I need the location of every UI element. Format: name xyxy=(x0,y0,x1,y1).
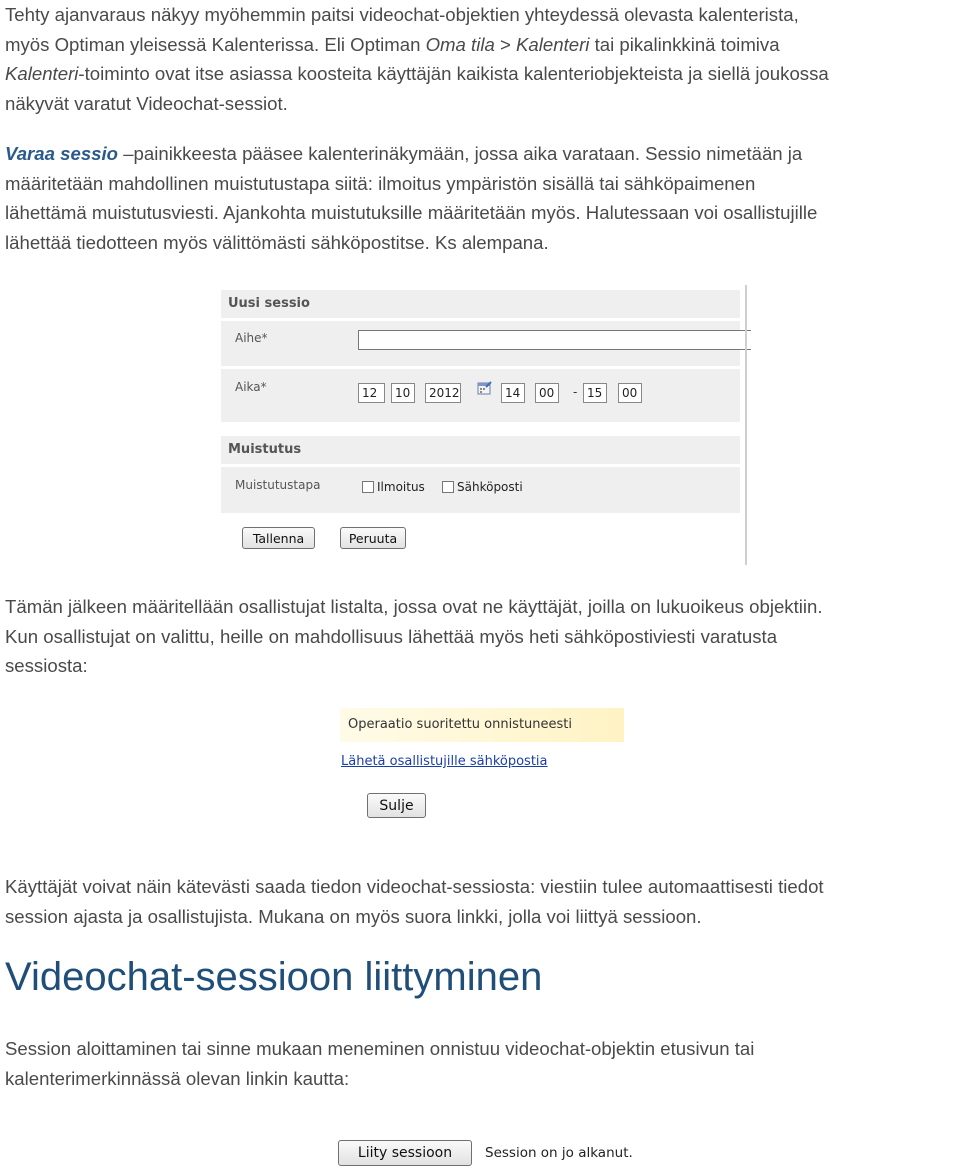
subject-input[interactable] xyxy=(358,330,751,350)
booking-paragraph xyxy=(5,139,957,257)
participants-line-3: sessiosta: xyxy=(5,655,88,676)
join-line-2: kalenterimerkinnässä olevan linkin kautta: xyxy=(5,1067,350,1089)
section-heading: Videochat-sessioon liittyminen xyxy=(5,955,543,999)
booking-line-4: lähettää tiedotteen myös välittömästi sähköpostitse. Ks alempana. xyxy=(5,231,549,253)
booking-line-2: määritetään mahdollinen muistutustapa siitä: ilmoitus ympäristön sisällä tai sähköpaimenen xyxy=(5,172,756,194)
year-input[interactable]: 2012 xyxy=(425,383,461,403)
close-button[interactable]: Sulje xyxy=(367,793,426,818)
calendar-icon[interactable] xyxy=(477,381,492,395)
intro-line-3: Kalenteri-toiminto ovat itse asiassa koosteita käyttäjän kaikista kalenteriobjekteista ja siellä joukossa xyxy=(5,63,829,84)
join-paragraph xyxy=(5,1034,957,1093)
participants-line-2: Kun osallistujat on valittu, heille on mahdollisuus lähettää myös heti sähköpostiviesti varatusta xyxy=(5,625,778,647)
join-session-screenshot xyxy=(337,1138,637,1168)
section-title-new-session: Uusi sessio xyxy=(221,290,740,318)
send-email-link[interactable]: Lähetä osallistujille sähköpostia xyxy=(341,754,548,769)
intro-line-1: Tehty ajanvaraus näkyy myöhemmin paitsi videochat-objektien yhteydessä olevasta kalenterista, xyxy=(5,4,799,25)
day-input[interactable]: 12 xyxy=(358,383,385,403)
start-minute-input[interactable]: 00 xyxy=(535,383,559,403)
join-session-button[interactable]: Liity sessioon xyxy=(338,1140,472,1166)
end-hour-input[interactable]: 15 xyxy=(583,383,607,403)
end-minute-input[interactable]: 00 xyxy=(618,383,642,403)
intro-paragraph xyxy=(5,0,957,118)
info-line-1: Käyttäjät voivat näin kätevästi saada tiedon videochat-sessiosta: viestiin tulee automaattisesti tiedot xyxy=(5,876,824,897)
time-range-dash: - xyxy=(573,385,578,399)
cancel-button[interactable]: Peruuta xyxy=(340,527,406,549)
participants-line-1: Tämän jälkeen määritellään osallistujat listalta, jossa ovat ne käyttäjät, joilla on lukuoikeus objektiin. xyxy=(5,596,823,617)
month-input[interactable]: 10 xyxy=(391,383,415,403)
info-line-2: session ajasta ja osallistujista. Mukana on myös suora linkki, jolla voi liittyä sessioon. xyxy=(5,905,702,927)
join-line-1: Session aloittaminen tai sinne mukaan meneminen onnistuu videochat-objektin etusivun tai xyxy=(5,1038,755,1059)
intro-line-2: myös Optiman yleisessä Kalenterissa. Eli Optiman Oma tila > Kalenteri tai pikalinkkinä toimiva xyxy=(5,33,780,55)
start-hour-input[interactable]: 14 xyxy=(501,383,525,403)
booking-line-1: Varaa sessio –painikkeesta pääsee kalenterinäkymään, jossa aika varataan. Sessio nimetään ja xyxy=(5,143,803,164)
intro-line-4: näkyvät varatut Videochat-sessiot. xyxy=(5,92,288,114)
success-message: Operaatio suoritettu onnistuneesti xyxy=(340,708,624,742)
participants-paragraph xyxy=(5,592,957,681)
section-title-reminder: Muistutus xyxy=(221,436,740,464)
reminder-label: Muistutustapa xyxy=(235,478,321,492)
new-session-form-screenshot xyxy=(221,285,751,565)
varaa-sessio-text: Varaa sessio xyxy=(5,143,119,164)
confirmation-screenshot xyxy=(340,708,625,823)
time-row xyxy=(221,369,740,422)
info-paragraph xyxy=(5,872,957,931)
subject-label: Aihe* xyxy=(235,331,268,345)
email-checkbox[interactable] xyxy=(442,481,454,493)
session-status-text: Session on jo alkanut. xyxy=(485,1145,633,1161)
notice-checkbox-label: Ilmoitus xyxy=(377,480,425,494)
screenshot-edge-line xyxy=(745,285,747,565)
save-button[interactable]: Tallenna xyxy=(242,527,315,549)
booking-line-3: lähettämä muistutusviesti. Ajankohta muistutuksille määritetään myös. Halutessaan voi osallistujille xyxy=(5,202,818,223)
notice-checkbox[interactable] xyxy=(362,481,374,493)
email-checkbox-label: Sähköposti xyxy=(457,480,523,494)
time-label: Aika* xyxy=(235,380,267,394)
